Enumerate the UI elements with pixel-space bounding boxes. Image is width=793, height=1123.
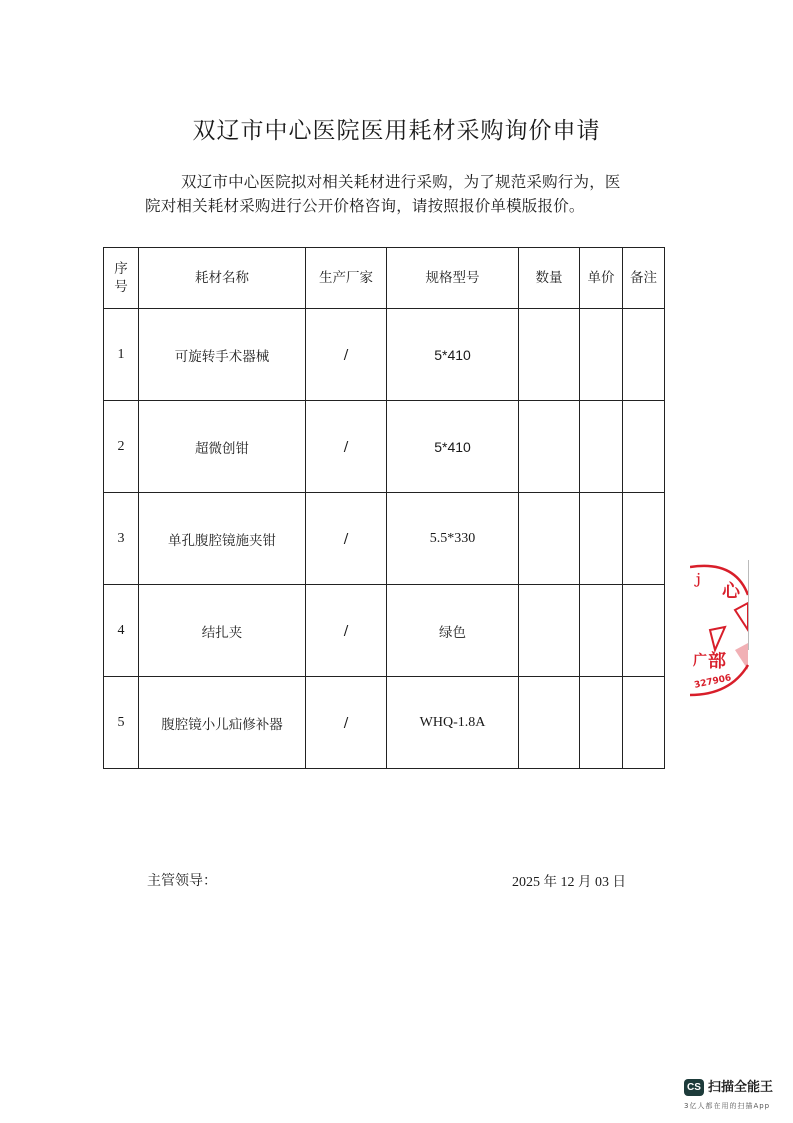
cell-unit-price[interactable] [580, 493, 623, 585]
scanner-tagline: 3亿人都在用的扫描App [684, 1102, 771, 1110]
cell-remarks[interactable] [623, 585, 665, 677]
date-month-unit: 月 [578, 874, 592, 890]
header-seq [104, 248, 139, 309]
cell-remarks[interactable] [623, 493, 665, 585]
cell-manufacturer: / [306, 585, 387, 677]
cell-manufacturer: / [306, 677, 387, 769]
cell-name: 单孔腹腔镜施夹钳 [139, 493, 306, 585]
cell-spec: 5*410 [387, 401, 519, 493]
cell-quantity[interactable] [519, 677, 580, 769]
cell-name: 腹腔镜小儿疝修补器 [139, 677, 306, 769]
document-date [512, 870, 626, 891]
cell-seq: 2 [104, 401, 139, 493]
official-seal [690, 555, 750, 705]
cell-spec: 绿色 [387, 585, 519, 677]
intro-line-1: 双辽市中心医院拟对相关耗材进行采购，为了规范采购行为，医 [181, 173, 621, 191]
cell-manufacturer: / [306, 309, 387, 401]
cell-spec: 5.5*330 [387, 493, 519, 585]
date-day: 03 [595, 875, 609, 890]
cell-name: 超微创钳 [139, 401, 306, 493]
header-spec: 规格型号 [387, 248, 519, 309]
cell-quantity[interactable] [519, 493, 580, 585]
cell-quantity[interactable] [519, 585, 580, 677]
cell-spec: WHQ-1.8A [387, 677, 519, 769]
cell-remarks[interactable] [623, 677, 665, 769]
document-title: 双辽市中心医院医用耗材采购询价申请 [192, 118, 601, 144]
cell-quantity[interactable] [519, 401, 580, 493]
intro-line-2: 院对相关耗材采购进行公开价格咨询，请按照报价单模版报价。 [145, 197, 585, 215]
cell-quantity[interactable] [519, 309, 580, 401]
header-remarks: 备注 [623, 248, 665, 309]
date-month: 12 [560, 875, 575, 890]
table-row [104, 585, 665, 677]
date-year: 2025 [512, 875, 540, 890]
header-unit-price: 单价 [580, 248, 623, 309]
cell-seq: 4 [104, 585, 139, 677]
header-quantity: 数量 [519, 248, 580, 309]
cell-unit-price[interactable] [580, 585, 623, 677]
table-row [104, 493, 665, 585]
header-manufacturer: 生产厂家 [306, 248, 387, 309]
table-row [104, 677, 665, 769]
cell-remarks[interactable] [623, 401, 665, 493]
header-name: 耗材名称 [139, 248, 306, 309]
supervisor-label: 主管领导： [147, 873, 217, 889]
date-year-unit: 年 [543, 874, 557, 890]
seal-code: 327906 [693, 673, 733, 691]
cell-name: 结扎夹 [139, 585, 306, 677]
seal-char-2: 部 [708, 651, 726, 672]
table-row [104, 401, 665, 493]
cell-manufacturer: / [306, 401, 387, 493]
quote-table [103, 247, 665, 769]
cell-name: 可旋转手术器械 [139, 309, 306, 401]
camscanner-logo-icon: CS [684, 1079, 704, 1096]
seal-char-1: 心 [722, 581, 740, 602]
scanner-app-name: 扫描全能王 [708, 1080, 774, 1095]
table-header-row [104, 248, 665, 309]
scan-artifact-line [748, 560, 749, 650]
table-row [104, 309, 665, 401]
cell-spec: 5*410 [387, 309, 519, 401]
cell-seq: 1 [104, 309, 139, 401]
header-seq-line2: 号 [114, 279, 128, 295]
cell-manufacturer: / [306, 493, 387, 585]
intro-paragraph [145, 170, 637, 218]
cell-unit-price[interactable] [580, 677, 623, 769]
cell-unit-price[interactable] [580, 401, 623, 493]
seal-partial-char: ｊ [692, 572, 705, 586]
scanner-watermark [684, 1079, 789, 1115]
cell-remarks[interactable] [623, 309, 665, 401]
cell-seq: 3 [104, 493, 139, 585]
date-day-unit: 日 [612, 874, 626, 890]
seal-partial-char-2: 广 [693, 653, 707, 669]
cell-unit-price[interactable] [580, 309, 623, 401]
cell-seq: 5 [104, 677, 139, 769]
header-seq-line1: 序 [114, 261, 128, 277]
